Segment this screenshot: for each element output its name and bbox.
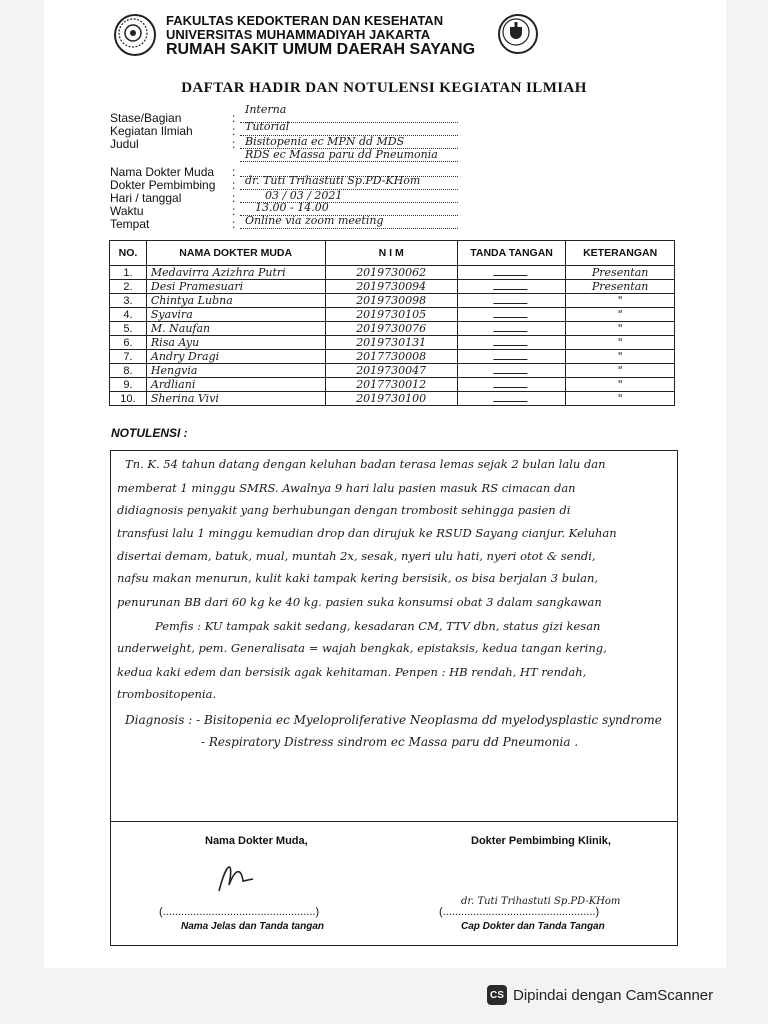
row-remarks: " <box>566 322 675 336</box>
row-no: 5. <box>110 322 147 336</box>
row-no: 9. <box>110 378 147 392</box>
supervisor-sign-caption: Cap Dokter dan Tanda Tangan <box>461 921 605 932</box>
kegiatan-value: Tutorial <box>245 120 290 133</box>
row-no: 6. <box>110 336 147 350</box>
camscanner-text: Dipindai dengan CamScanner <box>513 986 714 1004</box>
table-header-row <box>110 241 675 266</box>
table-row <box>110 350 675 364</box>
row-signature <box>457 392 565 406</box>
row-nim: 2019730062 <box>325 266 457 280</box>
col-header-signature: TANDA TANGAN <box>457 241 565 266</box>
row-nim: 2019730076 <box>325 322 457 336</box>
row-nim: 2019730098 <box>325 294 457 308</box>
footer-divider <box>111 821 677 822</box>
supervisor-name: dr. Tuti Trihastuti Sp.PD-KHom <box>461 896 621 907</box>
university-seal-logo <box>114 14 156 56</box>
row-nim: 2019730131 <box>325 336 457 350</box>
judul-line-2 <box>240 161 458 162</box>
colon: : <box>232 191 236 205</box>
row-remarks: " <box>566 378 675 392</box>
kegiatan-label: Kegiatan Ilmiah <box>110 124 193 138</box>
row-name: Risa Ayu <box>146 336 325 350</box>
nama-label: Nama Dokter Muda <box>110 165 215 179</box>
hari-label: Hari / tanggal <box>110 191 182 205</box>
colon: : <box>232 111 236 125</box>
row-signature <box>457 364 565 378</box>
row-name: Andry Dragi <box>146 350 325 364</box>
stase-value: Interna <box>245 103 287 116</box>
tempat-value: Online via zoom meeting <box>245 214 384 227</box>
student-sign-line: (..................................................) <box>159 906 320 918</box>
row-remarks: " <box>566 364 675 378</box>
signature-mark <box>493 378 531 388</box>
row-nim: 2017730012 <box>325 378 457 392</box>
row-remarks: " <box>566 350 675 364</box>
table-row <box>110 266 675 280</box>
table-row <box>110 392 675 406</box>
row-signature <box>457 280 565 294</box>
row-signature <box>457 378 565 392</box>
note-line: transfusi lalu 1 minggu kemudian drop dan dirujuk ke RSUD Sayang cianjur. Keluhan <box>117 526 617 540</box>
row-signature <box>457 266 565 280</box>
student-sign-caption: Nama Jelas dan Tanda tangan <box>181 921 325 932</box>
colon: : <box>232 178 236 192</box>
signature-mark <box>493 266 531 276</box>
note-line: Diagnosis : - Bisitopenia ec Myeloproliferative Neoplasma dd myelodysplastic syndrome <box>125 713 662 727</box>
student-signature-mark <box>209 855 269 897</box>
camscanner-watermark <box>487 985 713 1005</box>
note-line: Pemfis : KU tampak sakit sedang, kesadaran CM, TTV dbn, status gizi kesan <box>155 619 601 633</box>
row-nim: 2019730094 <box>325 280 457 294</box>
attendance-table <box>109 240 675 406</box>
row-remarks: Presentan <box>566 280 675 294</box>
notulensi-label: NOTULENSI : <box>111 426 188 440</box>
row-signature <box>457 294 565 308</box>
note-line: nafsu makan menurun, kulit kaki tampak kering bersisik, os bisa berjalan 3 bulan, <box>117 571 599 585</box>
note-line: underweight, pem. Generalisata = wajah bengkak, epistaksis, kedua tangan kering, <box>117 641 607 655</box>
row-name: Sherina Vivi <box>146 392 325 406</box>
judul-value-2: RDS ec Massa paru dd Pneumonia <box>245 148 438 161</box>
row-name: Medavirra Azizhra Putri <box>146 266 325 280</box>
row-name: Desi Pramesuari <box>146 280 325 294</box>
row-remarks: " <box>566 308 675 322</box>
signature-mark <box>493 294 531 304</box>
row-nim: 2019730105 <box>325 308 457 322</box>
row-signature <box>457 322 565 336</box>
colon: : <box>232 165 236 179</box>
hospital-emblem-logo <box>498 14 538 54</box>
table-row <box>110 364 675 378</box>
colon: : <box>232 217 236 231</box>
table-row <box>110 308 675 322</box>
row-nim: 2019730100 <box>325 392 457 406</box>
signature-mark <box>493 322 531 332</box>
table-row <box>110 336 675 350</box>
hari-value: 03 / 03 / 2021 <box>265 189 343 202</box>
row-no: 2. <box>110 280 147 294</box>
signature-mark <box>493 280 531 290</box>
signature-mark <box>493 350 531 360</box>
note-line: didiagnosis penyakit yang berhubungan dengan trombosit sehingga pasien di <box>117 503 571 517</box>
header-university: UNIVERSITAS MUHAMMADIYAH JAKARTA <box>166 27 431 42</box>
note-line: disertai demam, batuk, mual, muntah 2x, sesak, nyeri ulu hati, nyeri otot & sendi, <box>117 549 596 563</box>
row-no: 8. <box>110 364 147 378</box>
row-name: M. Naufan <box>146 322 325 336</box>
camscanner-icon: CS <box>487 985 507 1005</box>
row-remarks: " <box>566 392 675 406</box>
signature-mark <box>493 364 531 374</box>
pembimbing-label: Dokter Pembimbing <box>110 178 216 192</box>
colon: : <box>232 137 236 151</box>
row-remarks: " <box>566 294 675 308</box>
supervisor-sign-title: Dokter Pembimbing Klinik, <box>471 835 611 847</box>
tempat-label: Tempat <box>110 217 150 231</box>
row-nim: 2017730008 <box>325 350 457 364</box>
row-remarks: Presentan <box>566 266 675 280</box>
table-row <box>110 280 675 294</box>
waktu-value: 13.00 - 14.00 <box>255 201 329 214</box>
student-sign-title: Nama Dokter Muda, <box>205 835 308 847</box>
row-no: 4. <box>110 308 147 322</box>
row-signature <box>457 308 565 322</box>
row-remarks: " <box>566 336 675 350</box>
signature-mark <box>493 392 531 402</box>
tempat-line <box>240 228 458 229</box>
table-row <box>110 294 675 308</box>
stase-label: Stase/Bagian <box>110 111 182 125</box>
supervisor-sign-line: (..................................................) <box>439 906 600 918</box>
row-signature <box>457 336 565 350</box>
col-header-no: NO. <box>110 241 147 266</box>
judul-label: Judul <box>110 137 139 151</box>
row-nim: 2019730047 <box>325 364 457 378</box>
waktu-label: Waktu <box>110 204 144 218</box>
row-no: 10. <box>110 392 147 406</box>
row-name: Syavira <box>146 308 325 322</box>
header-hospital: RUMAH SAKIT UMUM DAERAH SAYANG <box>166 41 476 58</box>
notulensi-box <box>110 450 678 946</box>
header-faculty: FAKULTAS KEDOKTERAN DAN KESEHATAN <box>166 13 444 28</box>
table-row <box>110 378 675 392</box>
col-header-name: NAMA DOKTER MUDA <box>146 241 325 266</box>
pembimbing-value: dr. Tuti Trihastuti Sp.PD-KHom <box>245 174 421 187</box>
judul-value-1: Bisitopenia ec MPN dd MDS <box>245 135 405 148</box>
table-row <box>110 322 675 336</box>
row-name: Chintya Lubna <box>146 294 325 308</box>
row-name: Hengvia <box>146 364 325 378</box>
colon: : <box>232 204 236 218</box>
row-no: 1. <box>110 266 147 280</box>
attendance-body <box>110 266 675 406</box>
row-name: Ardliani <box>146 378 325 392</box>
document-title: DAFTAR HADIR DAN NOTULENSI KEGIATAN ILMIAH <box>181 80 587 96</box>
signature-mark <box>493 308 531 318</box>
row-signature <box>457 350 565 364</box>
signature-mark <box>493 336 531 346</box>
col-header-nim: N I M <box>325 241 457 266</box>
note-line: Tn. K. 54 tahun datang dengan keluhan badan terasa lemas sejak 2 bulan lalu dan <box>125 457 606 471</box>
note-line: penurunan BB dari 60 kg ke 40 kg. pasien suka konsumsi obat 3 dalam sangkawan <box>117 595 602 609</box>
row-no: 3. <box>110 294 147 308</box>
col-header-remarks: KETERANGAN <box>566 241 675 266</box>
note-line: - Respiratory Distress sindrom ec Massa paru dd Pneumonia . <box>201 735 579 749</box>
note-line: memberat 1 minggu SMRS. Awalnya 9 hari lalu pasien masuk RS cimacan dan <box>117 481 576 495</box>
colon: : <box>232 124 236 138</box>
note-line: trombositopenia. <box>117 687 217 701</box>
note-line: kedua kaki edem dan bersisik agak kehitaman. Penpen : HB rendah, HT rendah, <box>117 665 587 679</box>
row-no: 7. <box>110 350 147 364</box>
